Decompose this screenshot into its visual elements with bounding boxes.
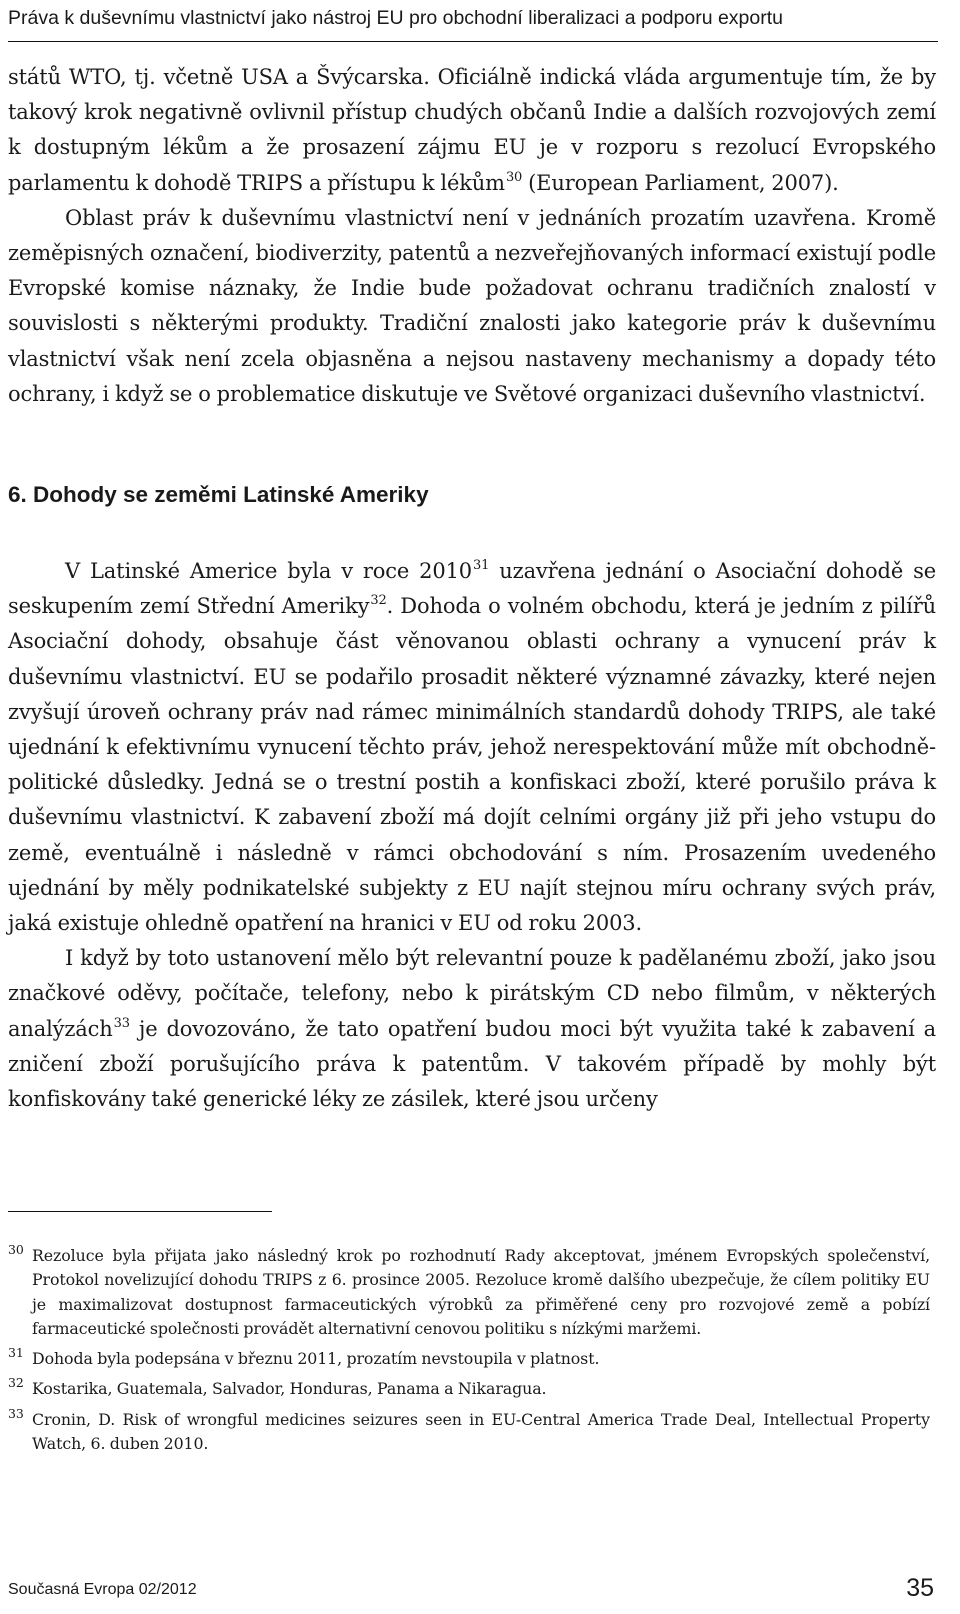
footnote bbox=[8, 1347, 930, 1371]
paragraph-text: (European Parliament, 2007). bbox=[522, 170, 839, 195]
footnote bbox=[8, 1244, 930, 1341]
paragraph bbox=[8, 60, 936, 201]
footnote-ref[interactable]: 32 bbox=[370, 593, 387, 609]
paragraph-text: je dovozováno, že tato opatření budou moci být využita také k zabavení a zničení zboží porušujícího práva k patentům. V takovém případě by mohly být konfiskovány také generické léky ze zásilek, které jsou určeny bbox=[8, 1016, 936, 1112]
paragraph bbox=[8, 941, 936, 1117]
footnote-text: Dohoda byla podepsána v březnu 2011, prozatím nevstoupila v platnost. bbox=[32, 1349, 600, 1369]
page-number: 35 bbox=[906, 1574, 934, 1602]
paragraph bbox=[8, 554, 936, 941]
footnote-ref[interactable]: 30 bbox=[505, 169, 523, 185]
header-rule bbox=[8, 41, 938, 42]
footnote-text: Kostarika, Guatemala, Salvador, Honduras, Panama a Nikaragua. bbox=[32, 1379, 547, 1399]
footnote-ref[interactable]: 31 bbox=[473, 558, 490, 574]
paragraph-text: I když by toto ustanovení mělo být relevantní pouze k padělanému zboží, jako jsou značkové oděvy, počítače, telefony, nebo k pirátským CD nebo filmům, v některých analýzách bbox=[8, 946, 936, 1041]
main-text bbox=[8, 60, 936, 1117]
footnote-text: Cronin, D. Risk of wrongful medicines seizures seen in EU-Central America Trade Deal, Intellectual Property Watch, 6. duben 2010. bbox=[32, 1409, 930, 1454]
footnote-number: 32 bbox=[8, 1375, 24, 1391]
paragraph-text: uzavřena jednání o Asociační dohodě se seskupením zemí Střední Ameriky bbox=[8, 559, 936, 619]
footnote-text: Rezoluce byla přijata jako následný krok po rozhodnutí Rady akceptovat, jménem Evropských společenství, Protokol novelizující dohodu TRIPS z 6. prosince 2005. Rezoluce kromě dalšího ubezpečuje, že cílem politiky EU je maximalizovat dostupnost farmaceutických výrobků za přiměřené ceny pro rozvojové země a pobízí farmaceutické společnosti provádět alternativní cenovou politiku s nízkými maržemi. bbox=[32, 1246, 930, 1338]
footnote-ref[interactable]: 33 bbox=[113, 1015, 130, 1031]
footnote bbox=[8, 1405, 930, 1457]
footnote-number: 30 bbox=[8, 1242, 24, 1257]
paragraph: Oblast práv k duševnímu vlastnictví není v jednáních prozatím uzavřena. Kromě zeměpisných označení, biodiverzity, patentů a nezveřejňovaných informací existují podle Evropské komise náznaky, že Indie bude požadovat ochranu tradičních znalostí v souvislosti s některými produkty. Tradiční znalosti jako kategorie práv k duševnímu vlastnictví však není zcela objasněna a nejsou nastaveny mechanismy a dopady této ochrany, i když se o problematice diskutuje ve Světové organizaci duševního vlastnictví. bbox=[8, 205, 936, 406]
paragraph-text: . Dohoda o volném obchodu, která je jedním z pilířů Asociační dohody, obsahuje část věnovanou oblasti ochrany a vynucení práv k duševnímu vlastnictví. EU se podařilo prosadit některé významné závazky, které nejen zvyšují úroveň ochrany práv nad rámec minimálních standardů dohody TRIPS, ale také ujednání k efektivnímu vynucení těchto práv, jehož nerespektování může mít obchodně-politické důsledky. Jedná se o trestní postih a konfiskaci zboží, které porušilo práva k duševnímu vlastnictví. K zabavení zboží má dojít celními orgány již při jeho vstupu do země, eventuálně i následně v rámci obchodování s ním. Prosazením uvedeného ujednání by měly podnikatelské subjekty z EU najít stejnou míru ochrany svých práv, jaká existuje ohledně opatření na hranici v EU od roku 2003. bbox=[8, 594, 936, 936]
paragraph-text: V Latinské Americe byla v roce 2010 bbox=[65, 559, 473, 584]
paragraph-text: států WTO, tj. včetně USA a Švýcarska. Oficiálně indická vláda argumentuje tím, že by takový krok negativně ovlivnil přístup chudých občanů Indie a dalších rozvojových zemí k dostupným lékům a že prosazení zájmu EU je v rozporu s rezolucí Evropského parlamentu k dohodě TRIPS a přístupu k lékům bbox=[8, 65, 936, 195]
footnote bbox=[8, 1377, 930, 1401]
footnotes bbox=[8, 1244, 930, 1462]
journal-footer: Současná Evropa 02/2012 bbox=[8, 1581, 197, 1598]
footnote-separator bbox=[8, 1211, 272, 1212]
section-heading: 6. Dohody se zeměmi Latinské Ameriky bbox=[8, 482, 429, 508]
footnote-number: 33 bbox=[8, 1405, 24, 1421]
running-header: Práva k duševnímu vlastnictví jako nástroj EU pro obchodní liberalizaci a podporu exportu bbox=[8, 7, 783, 29]
footnote-number: 31 bbox=[8, 1345, 24, 1361]
